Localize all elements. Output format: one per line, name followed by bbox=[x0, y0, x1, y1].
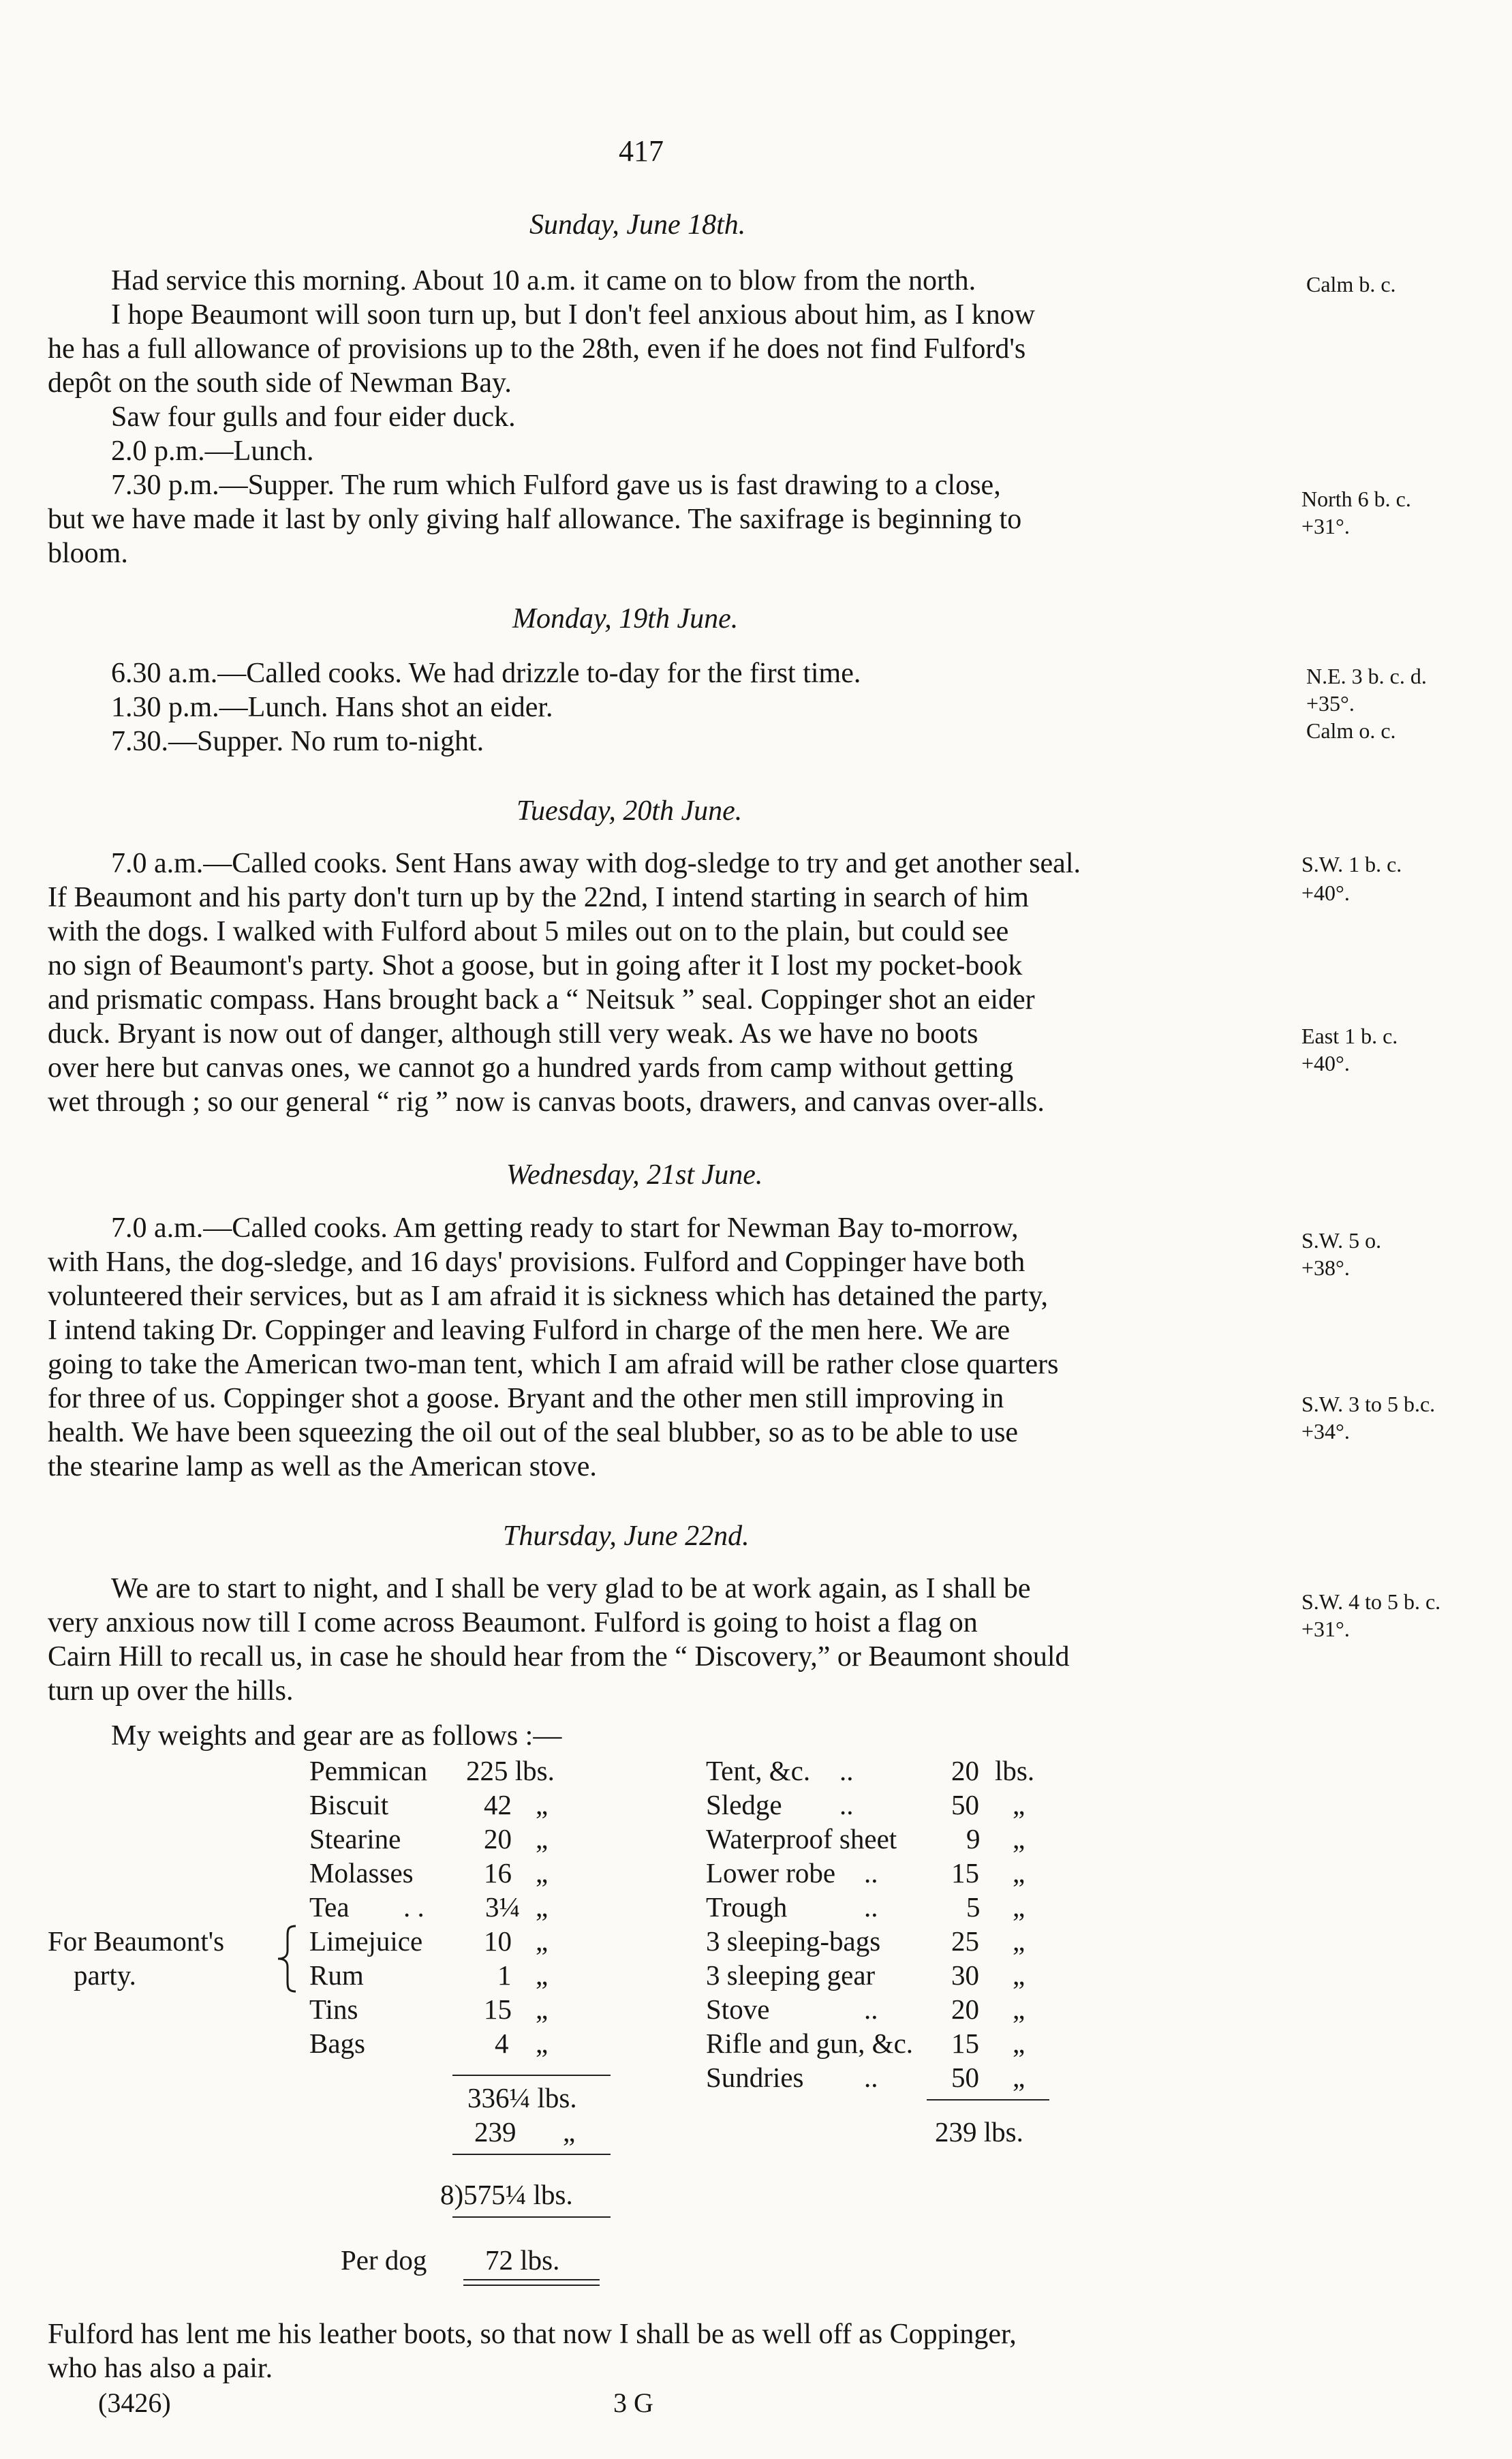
text-line: We are to start to night, and I shall be very glad to be at work again, as I shall be bbox=[111, 1573, 1031, 1604]
leader-dots: .. bbox=[864, 1994, 878, 2025]
entry-heading-tuesday: Tuesday, 20th June. bbox=[516, 795, 743, 827]
leader-dots: .. bbox=[864, 1891, 878, 1923]
ditto-mark: „ bbox=[536, 1994, 549, 2025]
text-line: no sign of Beaumont's party. Shot a goose, but in going after it I lost my pocket-book bbox=[48, 950, 1023, 981]
weight-qty: 20 bbox=[951, 1755, 979, 1786]
weight-item: 3 sleeping-bags bbox=[706, 1925, 881, 1957]
sum-rule bbox=[463, 2285, 600, 2286]
weight-item: Rifle and gun, &c. bbox=[706, 2028, 914, 2059]
weight-item: 3 sleeping gear bbox=[706, 1959, 876, 1991]
weight-qty: 9 bbox=[966, 1823, 981, 1854]
text-line: duck. Bryant is now out of danger, although still very weak. As we have no boots bbox=[48, 1018, 978, 1050]
text-line: over here but canvas ones, we cannot go a hundred yards from camp without getting bbox=[48, 1052, 1014, 1084]
weight-qty: 15 bbox=[484, 1994, 512, 2025]
text-line: 2.0 p.m.—Lunch. bbox=[111, 436, 314, 467]
brace-icon bbox=[273, 1923, 300, 1994]
text-line: volunteered their services, but as I am afraid it is sickness which has detained the party, bbox=[48, 1281, 1048, 1312]
text-line: I hope Beaumont will soon turn up, but I don't feel anxious about him, as I know bbox=[111, 299, 1036, 331]
text-line: Fulford has lent me his leather boots, so that now I shall be as well off as Coppinger, bbox=[48, 2319, 1017, 2350]
weight-item: Bags bbox=[309, 2028, 365, 2059]
leader-dots: .. bbox=[864, 1857, 878, 1889]
weight-item: Rum bbox=[309, 1959, 364, 1991]
division: 8)575¼ lbs. bbox=[440, 2179, 573, 2210]
sum-rule bbox=[463, 2279, 600, 2280]
text-line: the stearine lamp as well as the American stove. bbox=[48, 1451, 597, 1482]
weight-item: Stove bbox=[706, 1994, 770, 2025]
ditto-mark: „ bbox=[536, 1925, 549, 1957]
text-line: with Hans, the dog-sledge, and 16 days' provisions. Fulford and Coppinger have both bbox=[48, 1247, 1025, 1278]
party-label: For Beaumont's bbox=[48, 1925, 225, 1957]
weight-qty: 20 bbox=[484, 1823, 512, 1854]
right-total: 239 lbs. bbox=[935, 2116, 1023, 2148]
ditto-mark: „ bbox=[1013, 1891, 1025, 1923]
weather-note: N.E. 3 b. c. d. bbox=[1306, 664, 1427, 688]
ditto-mark: „ bbox=[536, 1823, 549, 1854]
weight-qty: 25 bbox=[951, 1925, 979, 1957]
weather-note: S.W. 3 to 5 b.c. bbox=[1301, 1392, 1436, 1416]
text-line: for three of us. Coppinger shot a goose. Bryant and the other men still improving in bbox=[48, 1383, 1004, 1414]
ditto-mark: „ bbox=[1013, 2028, 1025, 2059]
weight-unit: lbs. bbox=[995, 1755, 1035, 1786]
weight-qty: 42 bbox=[484, 1789, 512, 1820]
weight-item: Molasses bbox=[309, 1857, 414, 1889]
weather-note: East 1 b. c. bbox=[1301, 1024, 1398, 1048]
per-dog-value: 72 lbs. bbox=[485, 2244, 560, 2276]
sum-rule bbox=[452, 2075, 611, 2076]
ditto-mark: „ bbox=[1013, 2062, 1025, 2093]
text-line: depôt on the south side of Newman Bay. bbox=[48, 367, 512, 399]
ditto-mark: „ bbox=[1013, 1823, 1025, 1854]
sum-rule bbox=[452, 2154, 611, 2155]
weight-qty: 15 bbox=[951, 2028, 979, 2059]
leader-dots: . . bbox=[403, 1891, 425, 1923]
text-line: 1.30 p.m.—Lunch. Hans shot an eider. bbox=[111, 692, 553, 723]
entry-heading-wednesday: Wednesday, 21st June. bbox=[506, 1159, 763, 1191]
text-line: who has also a pair. bbox=[48, 2353, 273, 2384]
leader-dots: .. bbox=[839, 1789, 854, 1820]
text-line: bloom. bbox=[48, 538, 128, 569]
weather-note: +38°. bbox=[1301, 1255, 1350, 1280]
footer-signature: (3426) bbox=[98, 2387, 171, 2418]
weather-note: +31°. bbox=[1301, 514, 1350, 538]
text-line: wet through ; so our general “ rig ” now is canvas boots, drawers, and canvas over-alls. bbox=[48, 1086, 1045, 1118]
ditto-mark: „ bbox=[1013, 1789, 1025, 1820]
text-line: I intend taking Dr. Coppinger and leaving Fulford in charge of the men here. We are bbox=[48, 1315, 1010, 1346]
weight-item: Tea bbox=[309, 1891, 350, 1923]
weight-qty: 30 bbox=[951, 1959, 979, 1991]
text-line: 7.30 p.m.—Supper. The rum which Fulford gave us is fast drawing to a close, bbox=[111, 470, 1001, 501]
ditto-mark: „ bbox=[536, 1857, 549, 1889]
text-line: 7.0 a.m.—Called cooks. Am getting ready to start for Newman Bay to-morrow, bbox=[111, 1212, 1019, 1244]
text-line: very anxious now till I come across Beaumont. Fulford is going to hoist a flag on bbox=[48, 1607, 978, 1638]
per-dog-label: Per dog bbox=[341, 2244, 427, 2276]
weight-qty: 50 bbox=[951, 2062, 979, 2093]
party-label: party. bbox=[74, 1959, 136, 1991]
weight-item: Sledge bbox=[706, 1789, 782, 1820]
text-line: 7.30.—Supper. No rum to-night. bbox=[111, 726, 484, 757]
sum-rule bbox=[452, 2216, 611, 2218]
ditto-mark: „ bbox=[563, 2116, 576, 2148]
text-line: and prismatic compass. Hans brought back a “ Neitsuk ” seal. Coppinger shot an eider bbox=[48, 984, 1035, 1015]
weather-note: +34°. bbox=[1301, 1419, 1350, 1444]
ditto-mark: „ bbox=[536, 1789, 549, 1820]
text-line: If Beaumont and his party don't turn up by the 22nd, I intend starting in search of him bbox=[48, 882, 1029, 913]
ditto-mark: „ bbox=[1013, 1925, 1025, 1957]
weight-item: Limejuice bbox=[309, 1925, 423, 1957]
weather-note: Calm b. c. bbox=[1306, 272, 1396, 296]
text-line: with the dogs. I walked with Fulford about 5 miles out on to the plain, but could see bbox=[48, 916, 1009, 947]
weather-note: S.W. 1 b. c. bbox=[1301, 852, 1402, 876]
weight-item: Lower robe bbox=[706, 1857, 836, 1889]
text-line: turn up over the hills. bbox=[48, 1675, 294, 1707]
ditto-mark: „ bbox=[536, 1891, 549, 1923]
weight-qty: 16 bbox=[484, 1857, 512, 1889]
sum-rule bbox=[927, 2099, 1049, 2101]
weight-qty: 15 bbox=[951, 1857, 979, 1889]
weather-note: +40°. bbox=[1301, 881, 1350, 905]
text-line: Had service this morning. About 10 a.m. it came on to blow from the north. bbox=[111, 265, 976, 296]
weight-qty: 20 bbox=[951, 1994, 979, 2025]
text-line: health. We have been squeezing the oil out of the seal blubber, so as to be able to use bbox=[48, 1417, 1019, 1448]
text-line: Cairn Hill to recall us, in case he should hear from the “ Discovery,” or Beaumont should bbox=[48, 1641, 1070, 1673]
weight-qty: 10 bbox=[484, 1925, 512, 1957]
entry-heading-sunday: Sunday, June 18th. bbox=[529, 209, 746, 241]
weight-qty: 4 bbox=[495, 2028, 509, 2059]
page-number: 417 bbox=[619, 134, 664, 168]
weather-note: +31°. bbox=[1301, 1617, 1350, 1641]
weight-item: Pemmican bbox=[309, 1755, 428, 1786]
weight-item: Biscuit bbox=[309, 1789, 389, 1820]
weight-item: Tent, &c. bbox=[706, 1755, 811, 1786]
text-line: My weights and gear are as follows :— bbox=[111, 1720, 562, 1752]
text-line: 6.30 a.m.—Called cooks. We had drizzle to-day for the first time. bbox=[111, 658, 861, 689]
text-line: Saw four gulls and four eider duck. bbox=[111, 401, 516, 433]
weight-qty: 5 bbox=[966, 1891, 981, 1923]
text-line: going to take the American two-man tent, which I am afraid will be rather close quarters bbox=[48, 1349, 1059, 1380]
leader-dots: .. bbox=[839, 1755, 854, 1786]
ditto-mark: „ bbox=[536, 1959, 549, 1991]
weight-qty: 225 lbs. bbox=[466, 1755, 555, 1786]
ditto-mark: „ bbox=[536, 2028, 549, 2059]
ditto-mark: „ bbox=[1013, 1994, 1025, 2025]
weight-item: Waterproof sheet bbox=[706, 1823, 897, 1854]
weight-item: Trough bbox=[706, 1891, 788, 1923]
weather-note: Calm o. c. bbox=[1306, 718, 1396, 743]
entry-heading-monday: Monday, 19th June. bbox=[512, 603, 739, 635]
text-line: but we have made it last by only giving half allowance. The saxifrage is beginning to bbox=[48, 504, 1022, 535]
footer-sheet-mark: 3 G bbox=[613, 2387, 653, 2418]
entry-heading-thursday: Thursday, June 22nd. bbox=[503, 1521, 750, 1552]
weight-item: Tins bbox=[309, 1994, 358, 2025]
ditto-mark: „ bbox=[1013, 1959, 1025, 1991]
weight-qty: 3¼ bbox=[485, 1891, 521, 1923]
leader-dots: .. bbox=[864, 2062, 878, 2093]
weight-qty: 50 bbox=[951, 1789, 979, 1820]
weight-item: Stearine bbox=[309, 1823, 401, 1854]
weather-note: S.W. 4 to 5 b. c. bbox=[1301, 1589, 1441, 1614]
weather-note: North 6 b. c. bbox=[1301, 487, 1411, 511]
weather-note: S.W. 5 o. bbox=[1301, 1228, 1382, 1253]
text-line: 7.0 a.m.—Called cooks. Sent Hans away with dog-sledge to try and get another seal. bbox=[111, 848, 1081, 879]
weight-qty: 1 bbox=[497, 1959, 512, 1991]
weight-item: Sundries bbox=[706, 2062, 804, 2093]
weather-note: +35°. bbox=[1306, 691, 1355, 716]
text-line: he has a full allowance of provisions up to the 28th, even if he does not find Fulford's bbox=[48, 333, 1026, 365]
carry-value: 239 bbox=[474, 2116, 516, 2148]
weather-note: +40°. bbox=[1301, 1051, 1350, 1075]
subtotal: 336¼ lbs. bbox=[467, 2082, 577, 2113]
ditto-mark: „ bbox=[1013, 1857, 1025, 1889]
